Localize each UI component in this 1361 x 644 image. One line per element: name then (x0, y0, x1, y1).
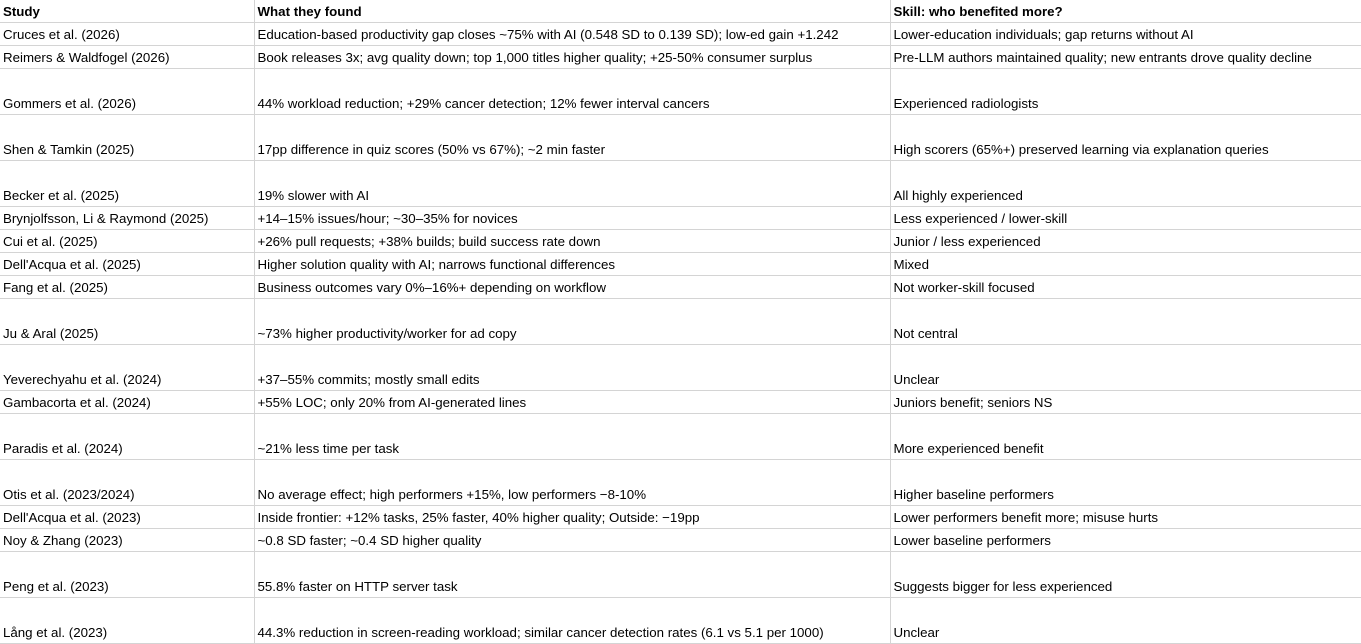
table-row (0, 115, 1361, 161)
cell-study[interactable]: Gommers et al. (2026) (0, 69, 254, 115)
cell-skill[interactable]: Unclear (890, 345, 1361, 391)
table-row (0, 460, 1361, 506)
cell-found[interactable]: 44.3% reduction in screen-reading workload; similar cancer detection rates (6.1 vs 5.1 per 1000) (254, 598, 890, 644)
cell-found[interactable]: Book releases 3x; avg quality down; top 1,000 titles higher quality; +25-50% consumer surplus (254, 46, 890, 69)
cell-found[interactable]: 19% slower with AI (254, 161, 890, 207)
cell-found[interactable]: 17pp difference in quiz scores (50% vs 67%); ~2 min faster (254, 115, 890, 161)
cell-skill[interactable]: Lower-education individuals; gap returns without AI (890, 23, 1361, 46)
cell-skill[interactable]: Pre-LLM authors maintained quality; new entrants drove quality decline (890, 46, 1361, 69)
cell-found[interactable]: +26% pull requests; +38% builds; build success rate down (254, 230, 890, 253)
header-skill[interactable]: Skill: who benefited more? (890, 0, 1361, 23)
cell-study[interactable]: Otis et al. (2023/2024) (0, 460, 254, 506)
table-row (0, 23, 1361, 46)
cell-skill[interactable]: Higher baseline performers (890, 460, 1361, 506)
cell-skill[interactable]: Mixed (890, 253, 1361, 276)
cell-found[interactable]: 55.8% faster on HTTP server task (254, 552, 890, 598)
cell-found[interactable]: Education-based productivity gap closes ~75% with AI (0.548 SD to 0.139 SD); low-ed gain +1.242 (254, 23, 890, 46)
cell-skill[interactable]: High scorers (65%+) preserved learning via explanation queries (890, 115, 1361, 161)
table-row (0, 207, 1361, 230)
cell-skill[interactable]: Less experienced / lower-skill (890, 207, 1361, 230)
cell-skill[interactable]: Not central (890, 299, 1361, 345)
header-row (0, 0, 1361, 23)
cell-skill[interactable]: Lower performers benefit more; misuse hurts (890, 506, 1361, 529)
cell-found[interactable]: Higher solution quality with AI; narrows functional differences (254, 253, 890, 276)
cell-study[interactable]: Lång et al. (2023) (0, 598, 254, 644)
table-row (0, 69, 1361, 115)
table-row (0, 230, 1361, 253)
cell-skill[interactable]: Not worker-skill focused (890, 276, 1361, 299)
cell-skill[interactable]: More experienced benefit (890, 414, 1361, 460)
cell-found[interactable]: ~73% higher productivity/worker for ad copy (254, 299, 890, 345)
cell-found[interactable]: ~0.8 SD faster; ~0.4 SD higher quality (254, 529, 890, 552)
cell-study[interactable]: Becker et al. (2025) (0, 161, 254, 207)
cell-study[interactable]: Peng et al. (2023) (0, 552, 254, 598)
cell-found[interactable]: +55% LOC; only 20% from AI-generated lines (254, 391, 890, 414)
cell-study[interactable]: Brynjolfsson, Li & Raymond (2025) (0, 207, 254, 230)
table-row (0, 552, 1361, 598)
cell-study[interactable]: Gambacorta et al. (2024) (0, 391, 254, 414)
cell-skill[interactable]: Junior / less experienced (890, 230, 1361, 253)
table-row (0, 506, 1361, 529)
cell-skill[interactable]: Unclear (890, 598, 1361, 644)
cell-study[interactable]: Shen & Tamkin (2025) (0, 115, 254, 161)
cell-skill[interactable]: Juniors benefit; seniors NS (890, 391, 1361, 414)
table-row (0, 253, 1361, 276)
cell-found[interactable]: 44% workload reduction; +29% cancer detection; 12% fewer interval cancers (254, 69, 890, 115)
table-row (0, 299, 1361, 345)
table-row (0, 391, 1361, 414)
cell-found[interactable]: +14–15% issues/hour; ~30–35% for novices (254, 207, 890, 230)
table-row (0, 598, 1361, 644)
header-what-they-found[interactable]: What they found (254, 0, 890, 23)
cell-study[interactable]: Paradis et al. (2024) (0, 414, 254, 460)
cell-study[interactable]: Yeverechyahu et al. (2024) (0, 345, 254, 391)
cell-found[interactable]: Business outcomes vary 0%–16%+ depending on workflow (254, 276, 890, 299)
table-row (0, 529, 1361, 552)
table-row (0, 46, 1361, 69)
table-row (0, 161, 1361, 207)
table-row (0, 276, 1361, 299)
cell-skill[interactable]: Experienced radiologists (890, 69, 1361, 115)
table-row (0, 414, 1361, 460)
cell-study[interactable]: Dell'Acqua et al. (2025) (0, 253, 254, 276)
cell-skill[interactable]: Suggests bigger for less experienced (890, 552, 1361, 598)
cell-skill[interactable]: All highly experienced (890, 161, 1361, 207)
cell-study[interactable]: Ju & Aral (2025) (0, 299, 254, 345)
cell-found[interactable]: Inside frontier: +12% tasks, 25% faster, 40% higher quality; Outside: −19pp (254, 506, 890, 529)
cell-skill[interactable]: Lower baseline performers (890, 529, 1361, 552)
cell-study[interactable]: Noy & Zhang (2023) (0, 529, 254, 552)
cell-study[interactable]: Cruces et al. (2026) (0, 23, 254, 46)
cell-found[interactable]: ~21% less time per task (254, 414, 890, 460)
header-study[interactable]: Study (0, 0, 254, 23)
cell-study[interactable]: Dell'Acqua et al. (2023) (0, 506, 254, 529)
cell-found[interactable]: +37–55% commits; mostly small edits (254, 345, 890, 391)
table-row (0, 345, 1361, 391)
cell-study[interactable]: Reimers & Waldfogel (2026) (0, 46, 254, 69)
cell-study[interactable]: Fang et al. (2025) (0, 276, 254, 299)
cell-found[interactable]: No average effect; high performers +15%, low performers −8-10% (254, 460, 890, 506)
cell-study[interactable]: Cui et al. (2025) (0, 230, 254, 253)
